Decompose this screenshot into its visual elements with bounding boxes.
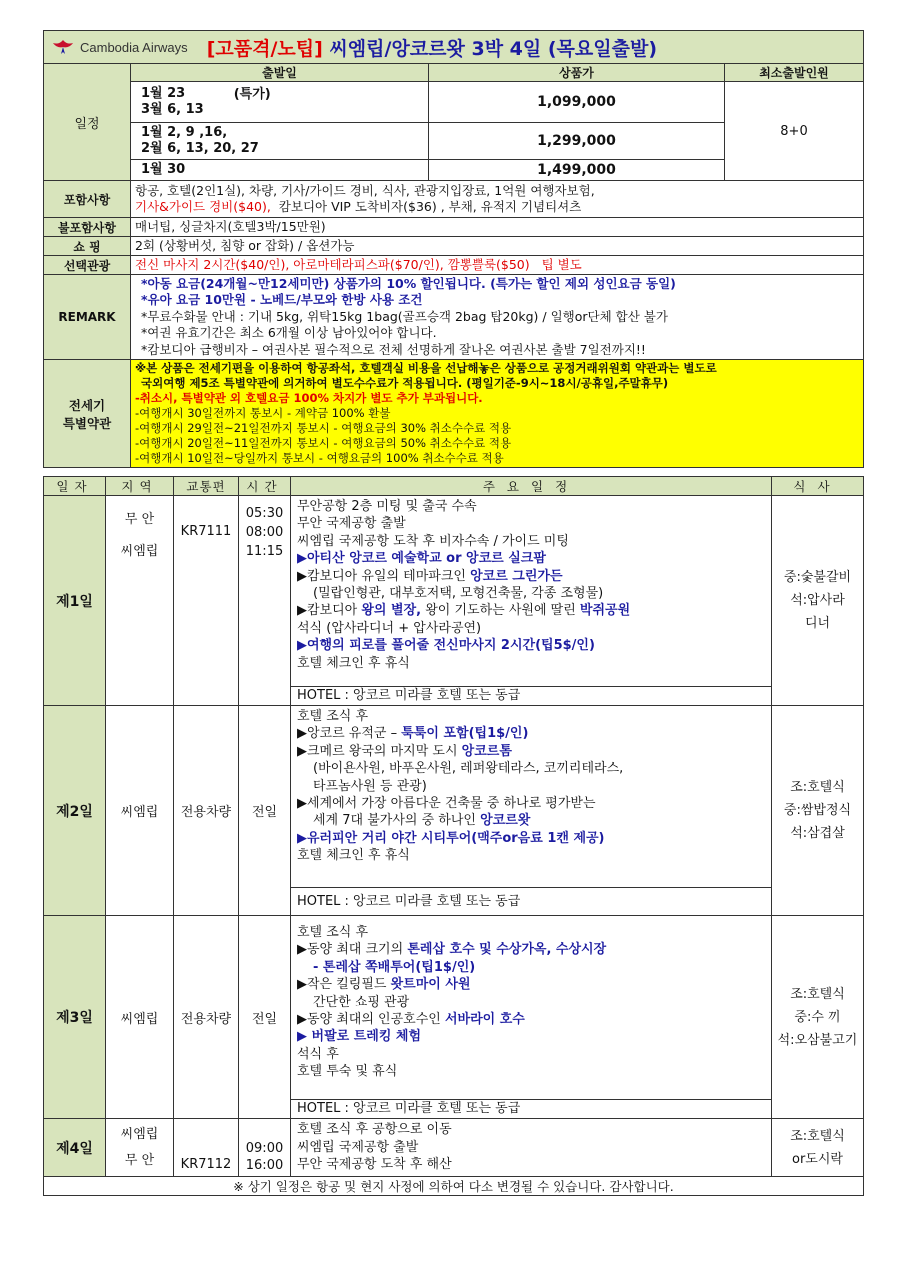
transport: 전용차량: [174, 916, 239, 1119]
footer-note: ※ 상기 일정은 항공 및 현지 사정에 의하여 다소 변경될 수 있습니다. 감사합니다.: [44, 1177, 864, 1196]
charter-intro: ※본 상품은 전세기편을 이용하여 항공좌석, 호텔객실 비용을 선납해놓은 상품으로 공정거래위원회 약관과는 별도로: [135, 361, 717, 375]
day-row: [44, 1119, 864, 1177]
charter-label: 전세기: [68, 397, 106, 413]
date-line: 1월 2, 9 ,16,: [141, 125, 228, 140]
charter-row: [44, 360, 864, 468]
day-row: [44, 706, 864, 916]
title-row: [44, 31, 864, 64]
page-title: [207, 38, 657, 60]
plan-line: 무안 국제공항 도착 후 해산: [297, 1157, 452, 1173]
hotel-line: HOTEL : 앙코르 미라클 호텔 또는 동급: [291, 686, 771, 705]
col-price: 상품가: [429, 64, 725, 82]
plan-highlight: 왕의 별장,: [361, 603, 422, 619]
day-label: 제3일: [44, 916, 106, 1119]
head-time: 시간: [239, 477, 291, 496]
remark-line: *아동 요금(24개월~만12세미만) 상품가의 10% 할인됩니다. (특가는 할인 제외 성인요금 동일): [141, 275, 676, 291]
remark-line: *무료수화물 안내 : 기내 5kg, 위탁15kg 1bag(골프승객 2bag 탑20kg) / 일행or단체 합산 불가: [141, 308, 668, 324]
title-tag: [고품격/노팁]: [206, 37, 323, 60]
optional-tip: 팁 별도: [541, 257, 582, 272]
plan-highlight: 박쥐공원: [579, 603, 631, 619]
meal: 중:숯불갈비: [783, 570, 852, 585]
plan-line: (바이욘사원, 바푸온사원, 레퍼왕테라스, 코끼리테라스,: [313, 761, 624, 777]
plan-line: ▶캄보디아: [297, 603, 362, 619]
plan-line: ▶여행의 피로를 풀어줄 전신마사지 2시간(팁5$/인): [297, 638, 595, 654]
hotel-line: HOTEL : 앙코르 미라클 호텔 또는 동급: [291, 887, 771, 915]
plan-line: 타프놈사원 등 관광): [313, 778, 427, 794]
schedule-table: [43, 476, 864, 1196]
region: 무 안: [124, 1152, 155, 1168]
plan-line: 호텔 조식 후: [297, 709, 369, 724]
meal: 석:삼겹살: [790, 826, 845, 841]
price-value: 1,299,000: [429, 123, 725, 160]
shopping-text: 2회 (상황버섯, 침향 or 잡화) / 옵션가능: [131, 237, 864, 256]
date-row: [44, 82, 864, 123]
charter-rule: -여행개시 20일전~11일전까지 통보시 - 여행요금의 50% 취소수수료 적용: [135, 436, 512, 450]
special-badge: (특가): [233, 87, 271, 102]
region: 씨엠립: [120, 544, 159, 559]
remark-line: *유아 요금 10만원 - 노베드/부모와 한방 사용 조건: [141, 292, 423, 308]
meal: 석:압사라: [790, 593, 845, 608]
plan-line: ▶캄보디아 유일의 테마파크인: [297, 568, 471, 584]
optional-label: 선택관광: [44, 256, 131, 275]
meal: 석:오삼불고기: [777, 1032, 858, 1048]
head-meal: 식사: [772, 477, 864, 496]
remark-row: [44, 275, 864, 360]
plan-line: ▶작은 킬링필드: [297, 977, 391, 993]
summary-header: [44, 64, 864, 82]
plan-line: (밀랍인형관, 대부호저택, 모형건축물, 각종 조형물): [313, 586, 604, 602]
time: 16:00: [245, 1158, 284, 1173]
charter-cancel: -취소시, 특별약관 외 호텔요금 100% 차지가 별도 추가 부과됩니다.: [135, 391, 483, 405]
region: 무 안: [124, 512, 155, 527]
region: 씨엠립: [106, 916, 174, 1119]
remark-line: *여권 유효기간은 최소 6개월 이상 남아있어야 합니다.: [141, 325, 437, 341]
charter-rule: -여행개시 30일전까지 통보시 - 계약금 100% 환불: [135, 406, 391, 420]
day-label: 제4일: [44, 1119, 106, 1177]
product-info-table: [43, 30, 864, 468]
date-line: 1월 30: [131, 160, 429, 181]
excluded-label: 불포함사항: [44, 218, 131, 237]
charter-rule: -여행개시 29일전~21일전까지 통보시 - 여행요금의 30% 취소수수료 적용: [135, 421, 512, 435]
price-value: 1,099,000: [429, 82, 725, 123]
plan-highlight: 앙코르톰: [461, 743, 512, 759]
schedule-header: [44, 477, 864, 496]
meal: 중:쌈밥정식: [783, 803, 852, 818]
included-line-1: 항공, 호텔(2인1실), 차량, 기사/가이드 경비, 식사, 관광지입장료, 1억원 여행자보험,: [135, 183, 595, 198]
time: 09:00: [245, 1141, 284, 1156]
transport: 전용차량: [174, 706, 239, 916]
date-line: 2월 6, 13, 20, 27: [141, 141, 259, 156]
charter-label: 특별약관: [62, 415, 112, 431]
plan-line: 호텔 투숙 및 휴식: [297, 1064, 398, 1080]
remark-line: *캄보디아 급행비자 – 여권사본 필수적으로 전체 선명하게 잘나온 여권사본 출발 7일전까지!!: [141, 341, 646, 357]
plan-line: 호텔 체크인 후 휴식: [297, 655, 410, 671]
plan-highlight: 앙코르왓: [480, 813, 531, 829]
plan-line: ▶동양 최대의 인공호수인: [297, 1012, 445, 1028]
plan-line: 호텔 조식 후: [297, 925, 369, 940]
excluded-row: [44, 218, 864, 237]
meal: 중:수 끼: [794, 1009, 841, 1025]
region: 씨엠립: [120, 1126, 159, 1142]
plan-line: 석식 후: [297, 1046, 339, 1062]
plan-line: 세계 7대 불가사의 중 하나인: [313, 813, 481, 829]
plan-highlight: 툭툭이 포함(팁1$/인): [401, 726, 529, 742]
plan-line: 씨엠립 국제공항 출발: [297, 1139, 419, 1155]
included-line-2: 캄보디아 VIP 도착비자($36) , 부채, 유적지 기념티셔츠: [278, 199, 582, 214]
plan-line: 씨엠립 국제공항 도착 후 비자수속 / 가이드 미팅: [297, 533, 569, 549]
head-day: 일자: [44, 477, 106, 496]
date-line: 3월 6, 13: [141, 102, 204, 117]
optional-tours: 전신 마사지 2시간($40/인), 아로마테라피스파($70/인), 깜뽕쁠룩($50): [135, 257, 530, 272]
time: 05:30: [245, 506, 284, 521]
plan-line: 석식 (압사라디너 + 압사라공연): [297, 620, 482, 636]
day-label: 제1일: [44, 496, 106, 706]
airline-logo: [52, 38, 188, 56]
plan-line: 간단한 쇼핑 관광: [313, 994, 410, 1010]
charter-intro: 국외여행 제5조 특별약관에 의거하여 별도수수료가 적용됩니다. (평일기준-9시~18시/공휴일,주말휴무): [141, 376, 669, 390]
charter-rule: -여행개시 10일전~당일까지 통보시 - 여행요금의 100% 취소수수료 적용: [135, 451, 504, 465]
day-row: [44, 916, 864, 1119]
min-people-value: 8+0: [725, 82, 864, 181]
time: 전일: [239, 916, 291, 1119]
excluded-text: 매너팁, 싱글차지(호텔3박/15만원): [131, 218, 864, 237]
meal: 디너: [804, 616, 831, 631]
time: 전일: [239, 706, 291, 916]
head-region: 지역: [106, 477, 174, 496]
plan-line: ▶유러피안 거리 야간 시티투어(맥주or음료 1캔 제공): [297, 830, 605, 846]
shopping-label: 쇼 핑: [44, 237, 131, 256]
plan-line: ▶아티산 앙코르 예술학교 or 앙코르 실크팜: [297, 551, 546, 567]
meal: 조:호텔식: [790, 1128, 845, 1144]
plan-highlight: 서바라이 호수: [444, 1012, 525, 1028]
col-min: 최소출발인원: [725, 64, 864, 82]
time: 11:15: [245, 544, 284, 559]
day-label: 제2일: [44, 706, 106, 916]
col-depart: 출발일: [131, 64, 429, 82]
plan-line: 무안공항 2층 미팅 및 출국 수속: [297, 499, 477, 514]
date-line: 1월 23: [141, 86, 186, 101]
included-label: 포함사항: [44, 181, 131, 218]
shopping-row: [44, 237, 864, 256]
meal: 조:호텔식: [790, 780, 845, 795]
plan-line: ▶세계에서 가장 아름다운 건축물 중 하나로 평가받는: [297, 796, 596, 812]
meal: or도시락: [792, 1151, 843, 1167]
itinerary-document: [43, 30, 863, 1196]
plan-line: 왕이 기도하는 사원에 딸린: [421, 603, 580, 619]
footer-row: [44, 1177, 864, 1196]
plan-highlight: 톤레삽 호수 및 수상가옥, 수상시장: [407, 942, 607, 958]
transport: KR7112: [174, 1119, 239, 1177]
region: 씨엠립: [106, 706, 174, 916]
plan-line: ▶크메르 왕국의 마지막 도시: [297, 743, 462, 759]
airline-bird-icon: [52, 38, 74, 56]
plan-line: 호텔 조식 후 공항으로 이동: [297, 1122, 452, 1138]
plan-highlight: 앙코르 그린가든: [470, 568, 563, 584]
head-transport: 교통편: [174, 477, 239, 496]
price-value: 1,499,000: [429, 160, 725, 181]
plan-line: ▶앙코르 유적군 –: [297, 726, 402, 742]
hotel-line: HOTEL : 앙코르 미라클 호텔 또는 동급: [291, 1099, 771, 1118]
included-row: [44, 181, 864, 218]
airline-name: Cambodia Airways: [80, 39, 188, 55]
day-row: [44, 496, 864, 706]
plan-highlight: 왓트마이 사원: [390, 977, 471, 993]
transport: KR7111: [174, 496, 239, 706]
plan-line: 무안 국제공항 출발: [297, 516, 406, 532]
schedule-label: 일정: [44, 64, 131, 181]
title-main: 씨엠립/앙코르왓 3박 4일 (목요일출발): [329, 37, 658, 60]
plan-line: ▶ 버팔로 트레킹 체험: [297, 1029, 422, 1045]
plan-line: - 톤레삽 쪽배투어(팁1$/인): [313, 959, 476, 975]
plan-line: ▶동양 최대 크기의: [297, 942, 408, 958]
plan-line: 호텔 체크인 후 휴식: [297, 848, 410, 864]
meal: 조:호텔식: [790, 986, 845, 1002]
optional-row: [44, 256, 864, 275]
included-guide-fee: 기사&가이드 경비($40),: [135, 199, 271, 214]
remark-label: REMARK: [44, 275, 131, 360]
time: 08:00: [245, 525, 284, 540]
head-plan: 주요일정: [291, 477, 772, 496]
